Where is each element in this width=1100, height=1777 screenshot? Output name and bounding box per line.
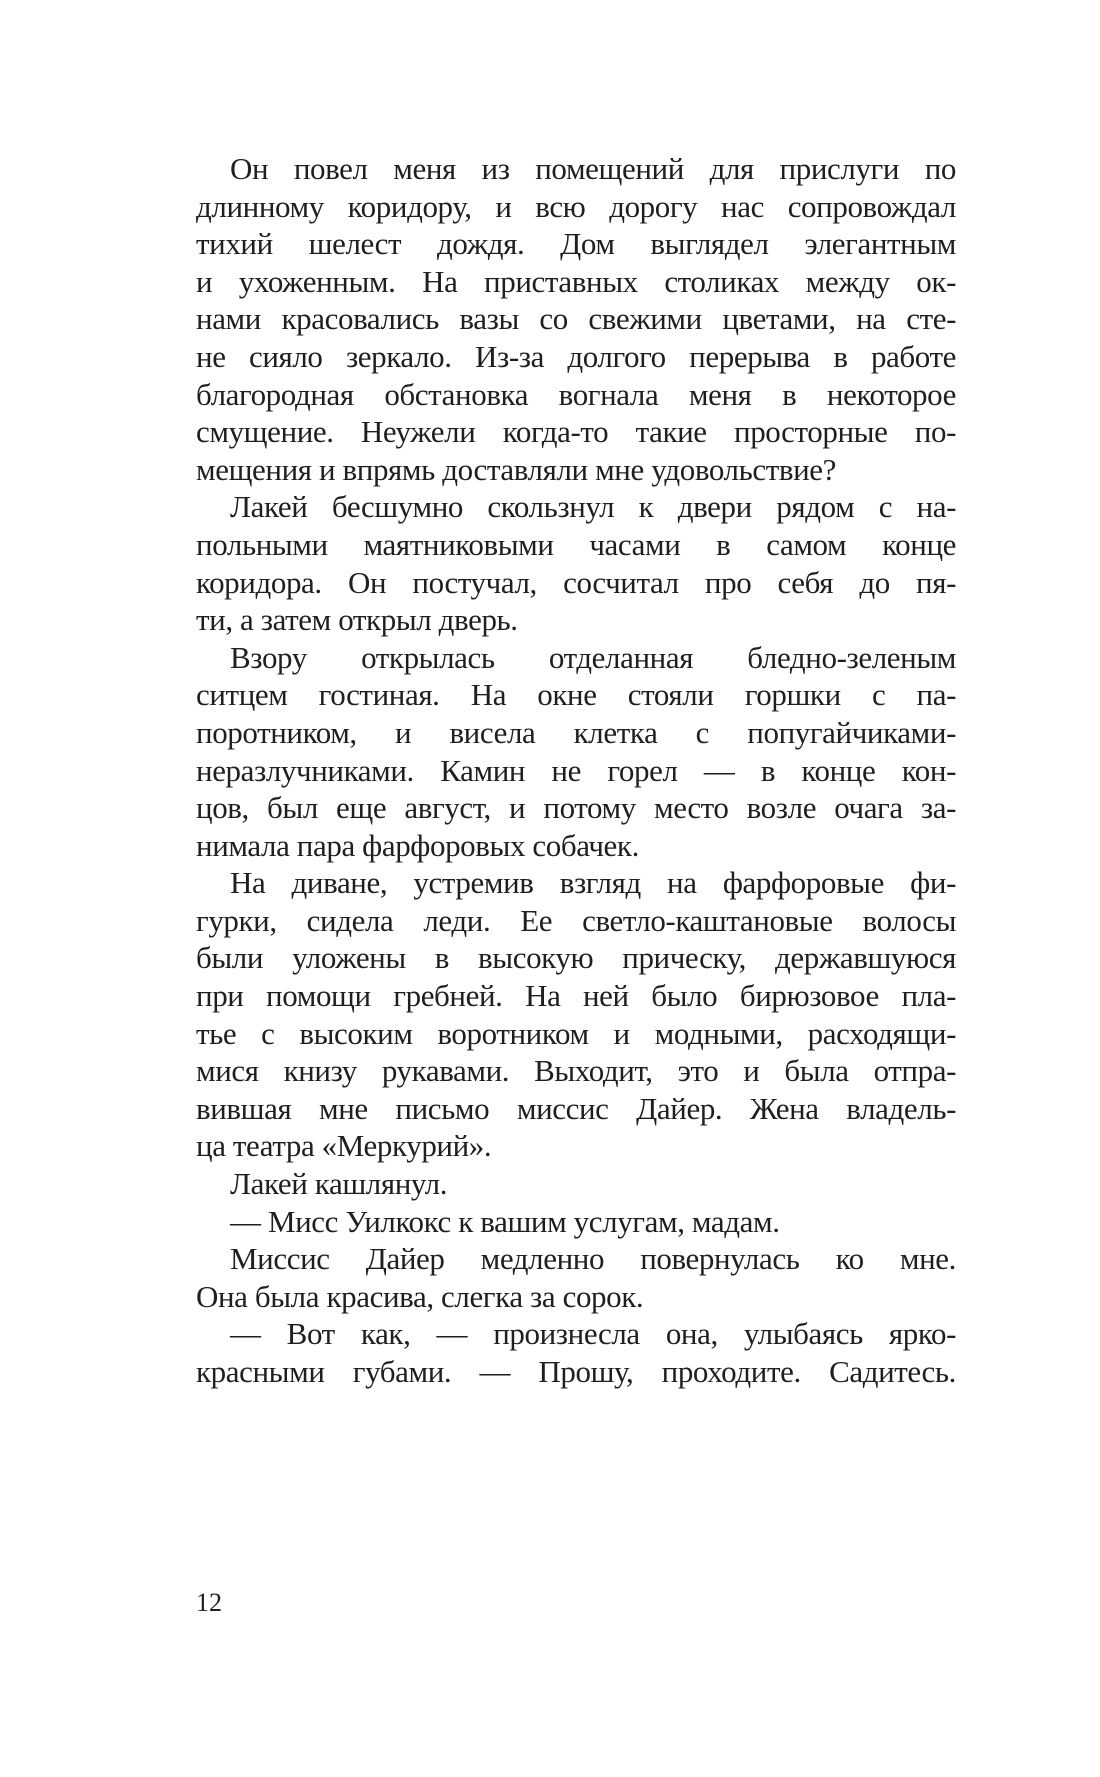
text-line: цов, был еще август, и потому место возле очага за- xyxy=(196,790,956,826)
text-line: не сияло зеркало. Из-за долгого перерыва в работе xyxy=(196,338,956,374)
text-line: красными губами. — Прошу, проходите. Садитесь. xyxy=(196,1354,956,1389)
text-line: польными маятниковыми часами в самом конце xyxy=(196,526,956,562)
text-line: тихий шелест дождя. Дом выглядел элегантным xyxy=(196,226,956,262)
text-line: Он повел меня из помещений для прислуги по xyxy=(230,151,956,186)
text-line: Взору открылась отделанная бледно-зеленым xyxy=(230,639,956,675)
text-line: были уложены в высокую прическу, державшуюся xyxy=(196,940,956,976)
text-line: ситцем гостиная. На окне стояли горшки с па- xyxy=(196,677,956,713)
text-line: коридора. Он постучал, сосчитал про себя до пя- xyxy=(196,564,956,600)
text-line: Лакей кашлянул. xyxy=(230,1166,448,1202)
text-line: Лакей бесшумно скользнул к двери рядом с на- xyxy=(230,489,956,525)
text-line: ца театра «Меркурий». xyxy=(196,1128,492,1164)
text-line: и ухоженным. На приставных столиках между ок- xyxy=(196,263,956,299)
text-line: нимала пара фарфоровых собачек. xyxy=(196,827,639,863)
text-line: — Мисс Уилкокс к вашим услугам, мадам. xyxy=(230,1203,780,1239)
text-line: На диване, устремив взгляд на фарфоровые фи- xyxy=(230,865,956,901)
text-line: ти, а затем открыл дверь. xyxy=(196,602,518,638)
text-line: неразлучниками. Камин не горел — в конце кон- xyxy=(196,752,956,788)
text-line: благородная обстановка вогнала меня в некоторое xyxy=(196,376,956,412)
text-line: Она была красива, слегка за сорок. xyxy=(196,1278,644,1314)
text-line: при помощи гребней. На ней было бирюзовое пла- xyxy=(196,978,956,1014)
text-line: нами красовались вазы со свежими цветами, на сте- xyxy=(196,301,956,337)
text-line: смущение. Неужели когда-то такие просторные по- xyxy=(196,414,956,450)
text-line: мещения и впрямь доставляли мне удовольствие? xyxy=(196,451,836,487)
text-line: длинному коридору, и всю дорогу нас сопровождал xyxy=(196,188,956,224)
text-line: гурки, сидела леди. Ее светло-каштановые волосы xyxy=(196,902,956,938)
text-line: вившая мне письмо миссис Дайер. Жена владель- xyxy=(196,1090,956,1126)
page-number: 12 xyxy=(196,1588,222,1617)
text-line: мися книзу рукавами. Выходит, это и была отпра- xyxy=(196,1053,956,1089)
body-text xyxy=(196,150,956,1391)
text-line: поротником, и висела клетка с попугайчиками- xyxy=(196,714,956,750)
text-line: тье с высоким воротником и модными, расходящи- xyxy=(196,1015,956,1051)
text-line: Миссис Дайер медленно повернулась ко мне. xyxy=(230,1241,956,1277)
text-line: — Вот как, — произнесла она, улыбаясь ярко- xyxy=(230,1316,956,1352)
